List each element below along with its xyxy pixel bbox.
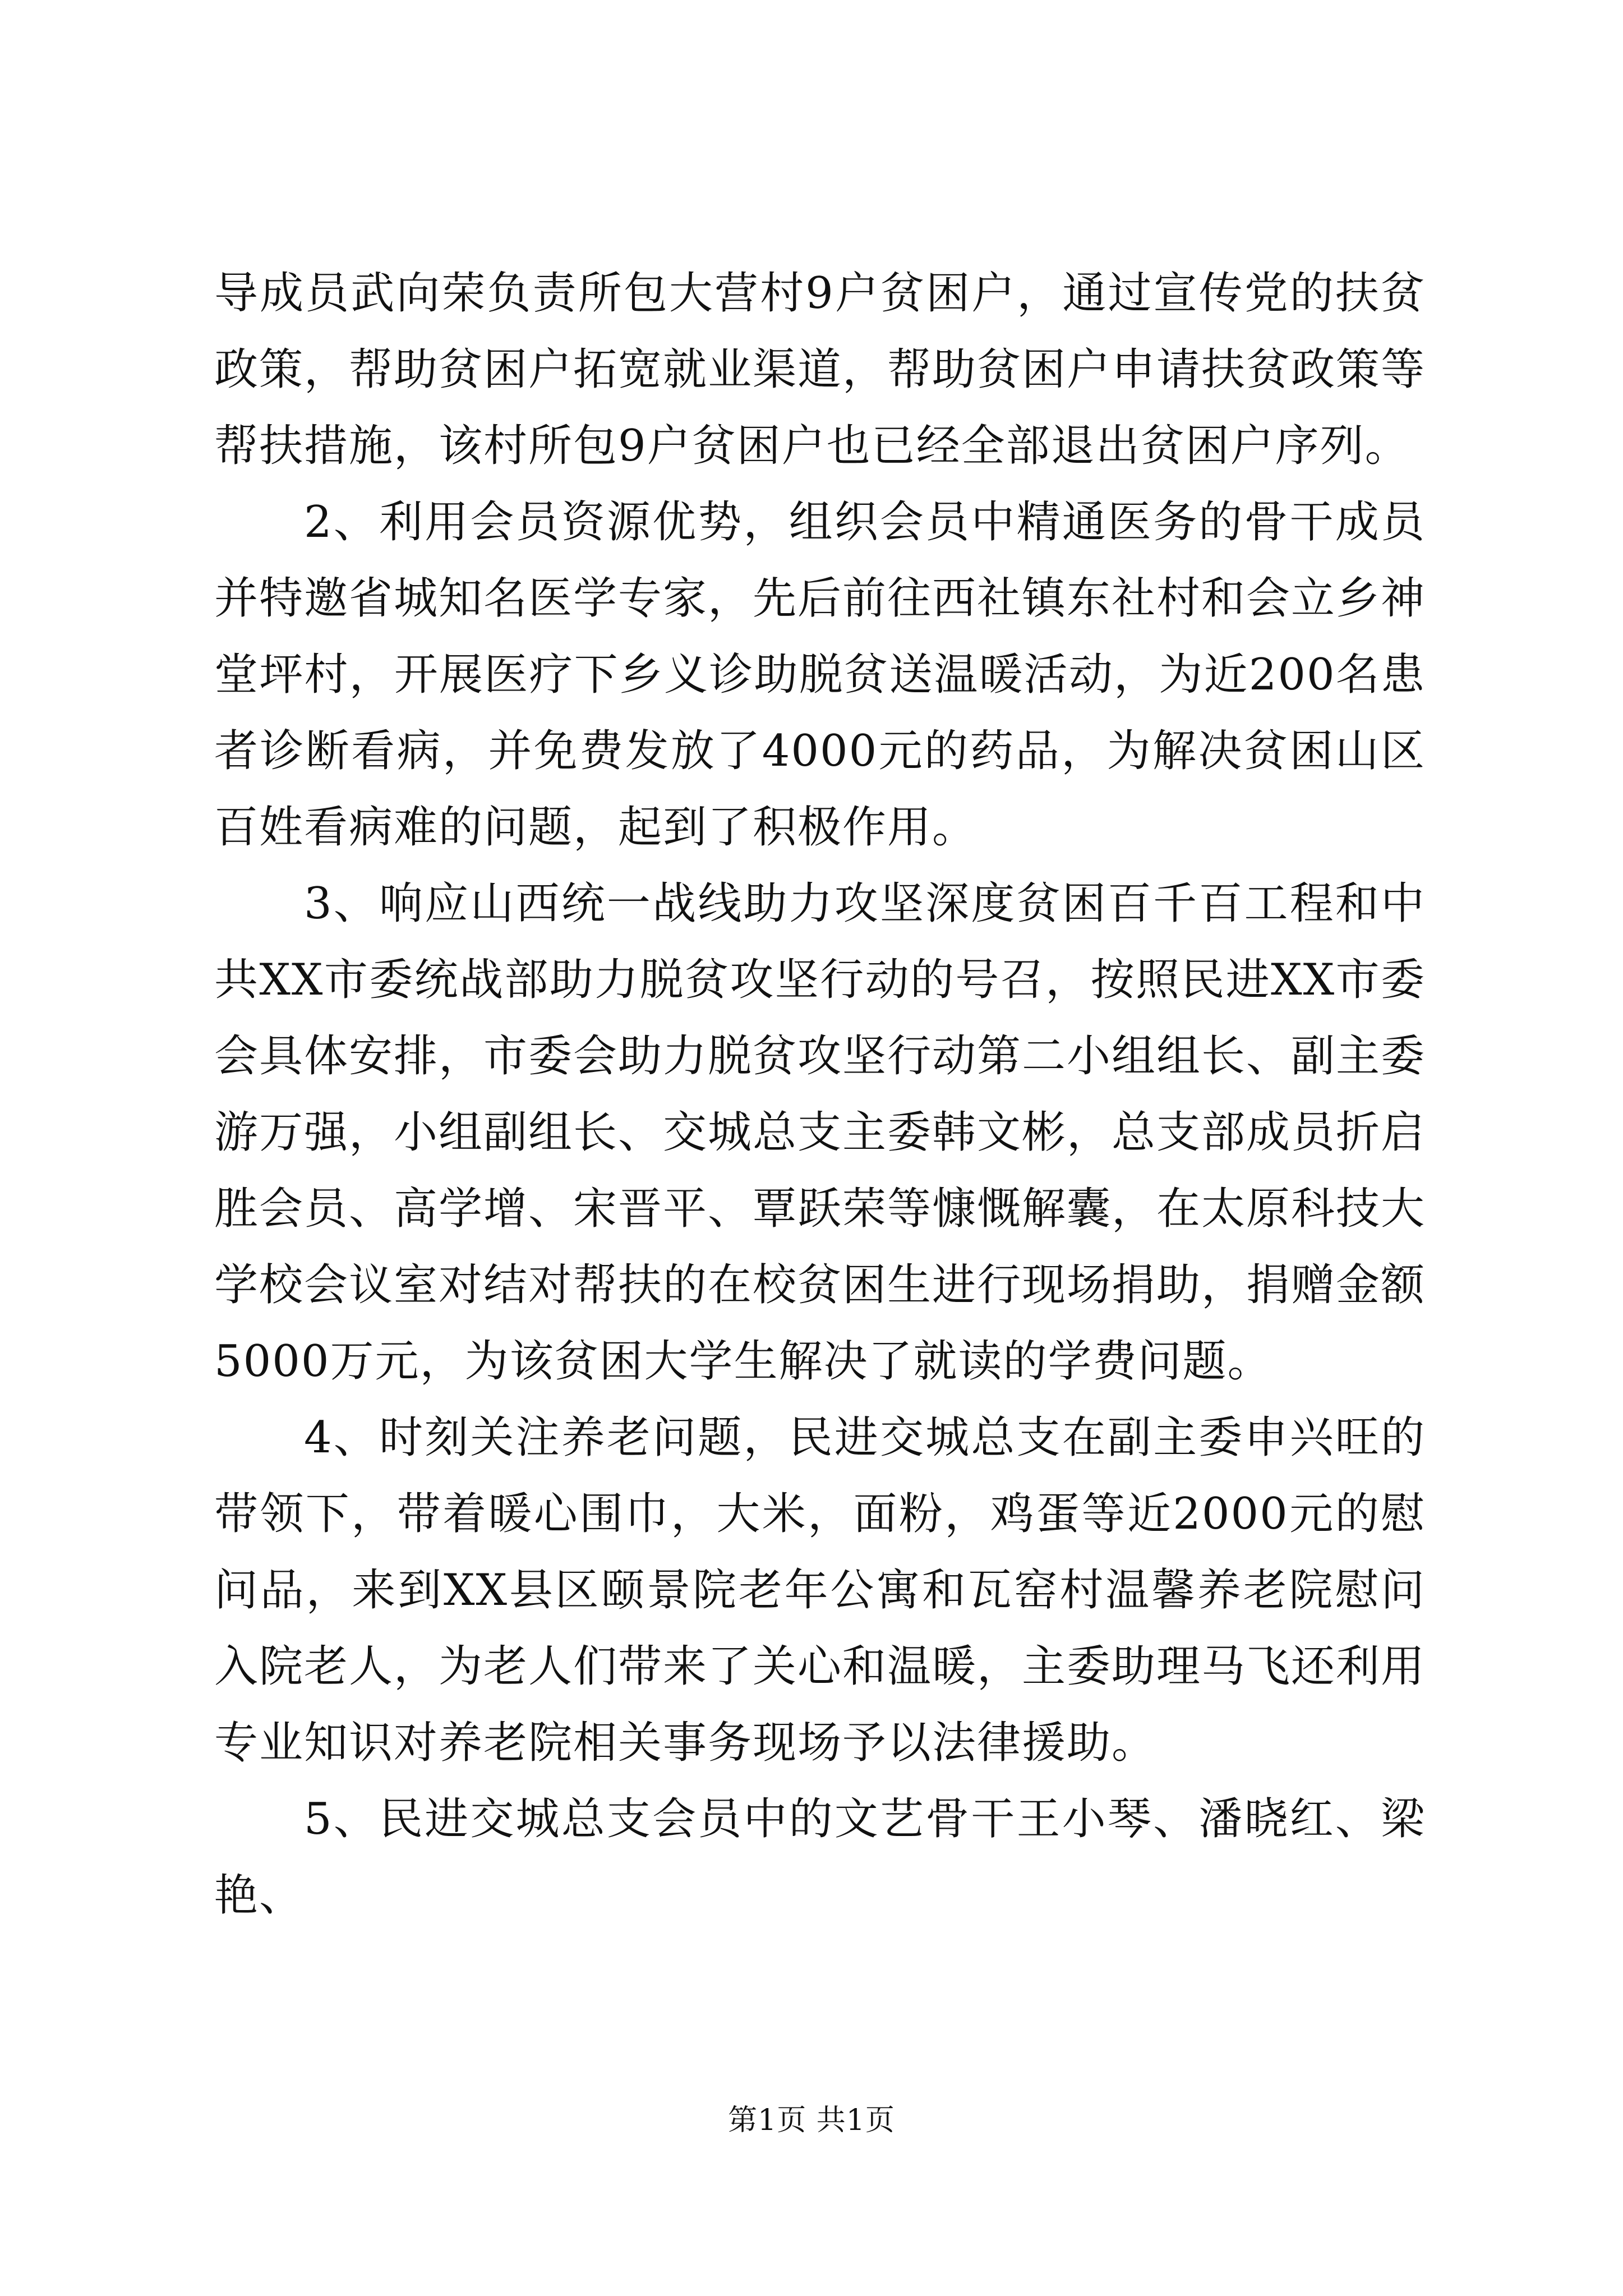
paragraph-continuation: 导成员武向荣负责所包大营村9户贫困户，通过宣传党的扶贫政策，帮助贫困户拓宽就业渠道，帮助贫困户申请扶贫政策等帮扶措施，该村所包9户贫困户也已经全部退出贫困户序列。 [214, 268, 1426, 471]
document-body [214, 255, 1426, 1934]
paragraph-item-4: 4、时刻关注养老问题，民进交城总支在副主委申兴旺的带领下，带着暖心围巾，大米，面粉，鸡蛋等近2000元的慰问品，来到XX县区颐景院老年公寓和瓦窑村温馨养老院慰问入院老人，为老人们带来了关心和温暖，主委助理马飞还利用专业知识对养老院相关事务现场予以法律援助。 [214, 1412, 1426, 1768]
paragraph-item-3: 3、响应山西统一战线助力攻坚深度贫困百千百工程和中共XX市委统战部助力脱贫攻坚行动的号召，按照民进XX市委会具体安排，市委会助力脱贫攻坚行动第二小组组长、副主委游万强，小组副组长、交城总支主委韩文彬，总支部成员折启胜会员、高学增、宋晋平、覃跃荣等慷慨解囊，在太原科技大学校会议室对结对帮扶的在校贫困生进行现场捐助，捐赠金额5000万元，为该贫困大学生解决了就读的学费问题。 [214, 878, 1426, 1387]
paragraph-item-2: 2、利用会员资源优势，组织会员中精通医务的骨干成员并特邀省城知名医学专家，先后前往西社镇东社村和会立乡神堂坪村，开展医疗下乡义诊助脱贫送温暖活动，为近200名患者诊断看病，并免费发放了4000元的药品，为解决贫困山区百姓看病难的问题，起到了积极作用。 [214, 497, 1426, 853]
paragraph-item-5: 5、民进交城总支会员中的文艺骨干王小琴、潘晓红、梁艳、 [214, 1794, 1426, 1921]
page-footer: 第1页 共1页 [728, 2104, 895, 2137]
